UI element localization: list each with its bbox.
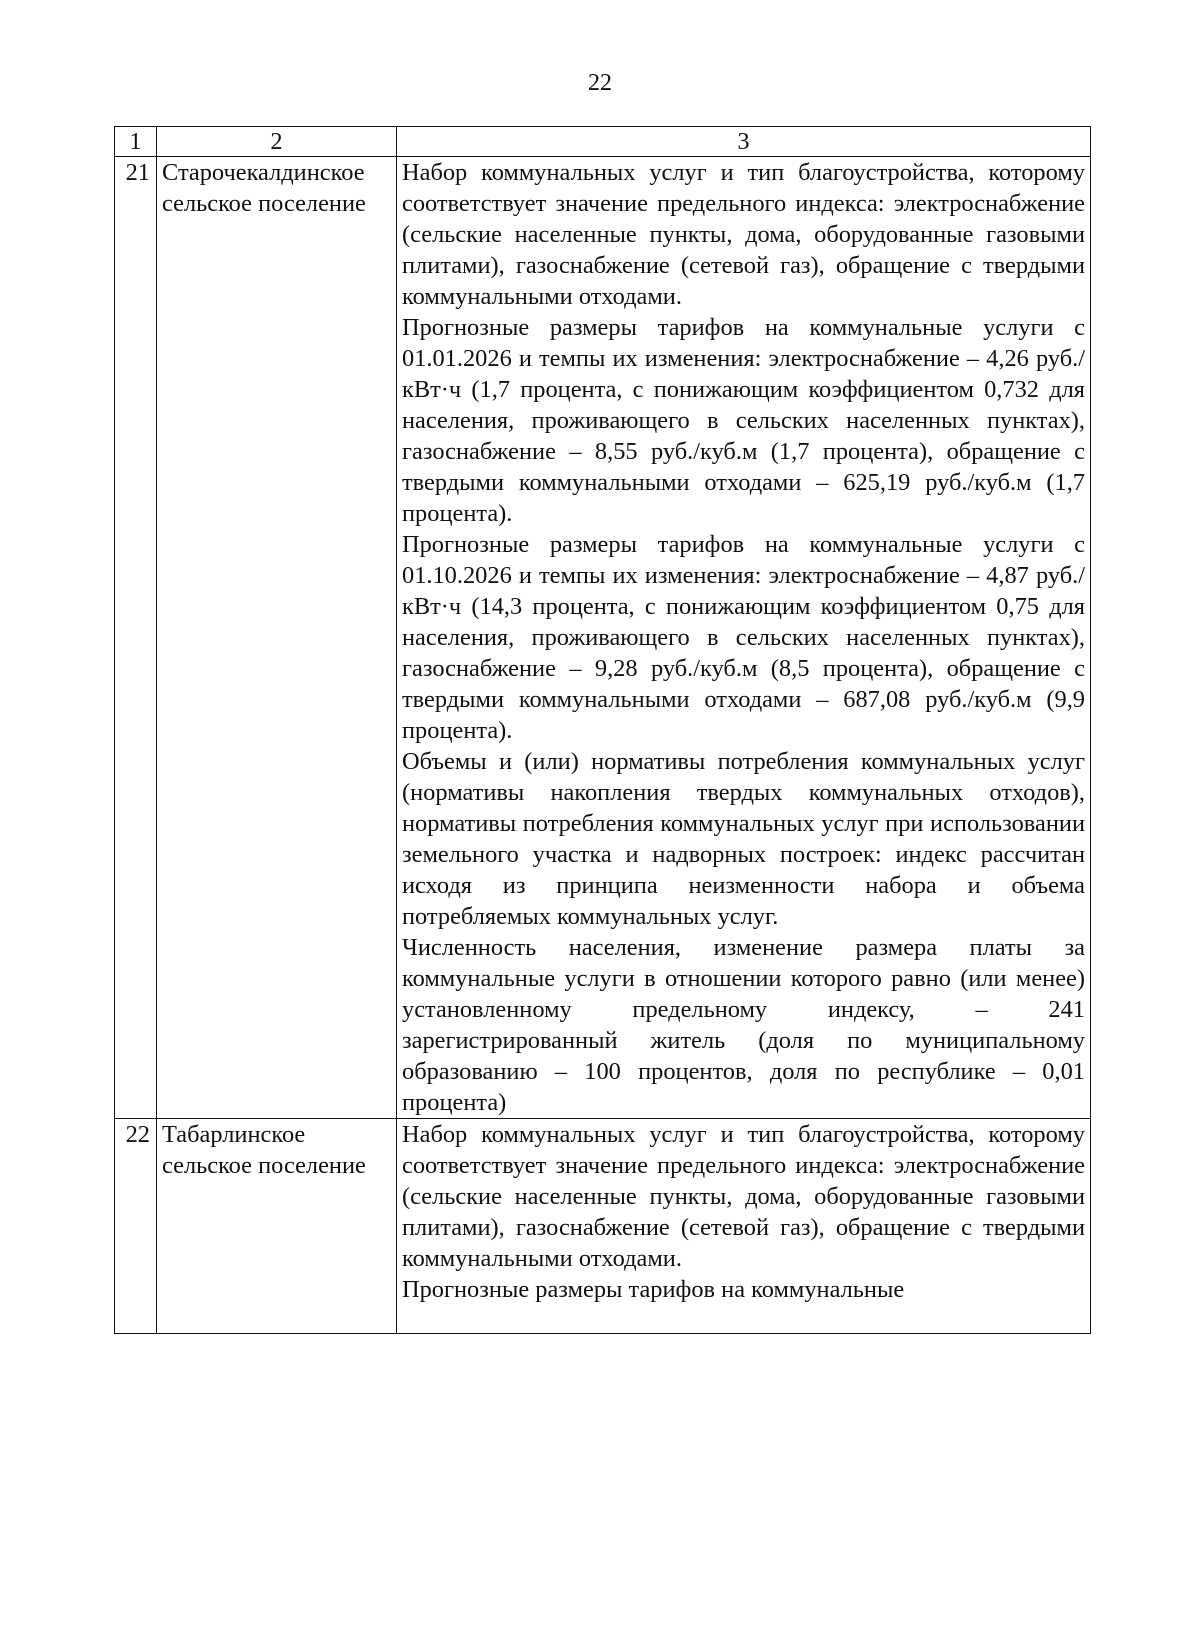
table-row [115, 1119, 1091, 1334]
municipality-name: Табарлинское сельское поселение [157, 1119, 397, 1334]
paragraph-services: Набор коммунальных услуг и тип благоустройства, которому соответствует значение предельного индекса: электроснабжение (сельские населенные пункты, дома, оборудованные газовыми плитами), газоснабжение (сетевой газ), обращение с твердыми коммунальными отходами. [402, 1121, 1085, 1272]
description-clip [402, 1119, 1085, 1333]
description-cell [397, 1119, 1091, 1334]
paragraph-population: Численность населения, изменение размера платы за коммунальные услуги в отношении которого равно (или менее) установленному предельному индексу, – 241 зарегистрированный житель (доля по муниципальному образованию – 100 процентов, доля по республике – 0,01 процента) [402, 934, 1085, 1116]
column-header-number: 1 [115, 127, 157, 157]
paragraph-tariffs-october: Прогнозные размеры тарифов на коммунальные услуги с 01.10.2026 и темпы их изменения: электроснабжение – 4,87 руб./кВт·ч (14,3 процента, с понижающим коэффициентом 0,75 для населения, проживающего в сельских населенных пунктах), газоснабжение – 9,28 руб./куб.м (8,5 процента), обращение с твердыми коммунальными отходами – 687,08 руб./куб.м (9,9 процента). [402, 531, 1085, 744]
page-number: 22 [588, 70, 612, 96]
municipality-name: Старочекалдинское сельское поселение [157, 157, 397, 1119]
column-header-municipality: 2 [157, 127, 397, 157]
description-cell [397, 157, 1091, 1119]
table-row [115, 157, 1091, 1119]
paragraph-consumption-norms: Объемы и (или) нормативы потребления коммунальных услуг (нормативы накопления твердых коммунальных отходов), нормативы потребления коммунальных услуг при использовании земельного участка и надворных построек: индекс рассчитан исходя из принципа неизменности набора и объема потребляемых коммунальных услуг. [402, 748, 1085, 930]
paragraph-services: Набор коммунальных услуг и тип благоустройства, которому соответствует значение предельного индекса: электроснабжение (сельские населенные пункты, дома, оборудованные газовыми плитами), газоснабжение (сетевой газ), обращение с твердыми коммунальными отходами. [402, 159, 1085, 310]
tariff-table [114, 126, 1091, 1334]
column-header-description: 3 [397, 127, 1091, 157]
row-number: 21 [115, 157, 157, 1119]
table-header-row [115, 127, 1091, 157]
paragraph-tariffs-start: Прогнозные размеры тарифов на коммунальные [402, 1276, 905, 1303]
paragraph-tariffs-january: Прогнозные размеры тарифов на коммунальные услуги с 01.01.2026 и темпы их изменения: электроснабжение – 4,26 руб./кВт·ч (1,7 процента, с понижающим коэффициентом 0,732 для населения, проживающего в сельских населенных пунктах), газоснабжение – 8,55 руб./куб.м (1,7 процента), обращение с твердыми коммунальными отходами – 625,19 руб./куб.м (1,7 процента). [402, 314, 1085, 527]
row-number: 22 [115, 1119, 157, 1334]
